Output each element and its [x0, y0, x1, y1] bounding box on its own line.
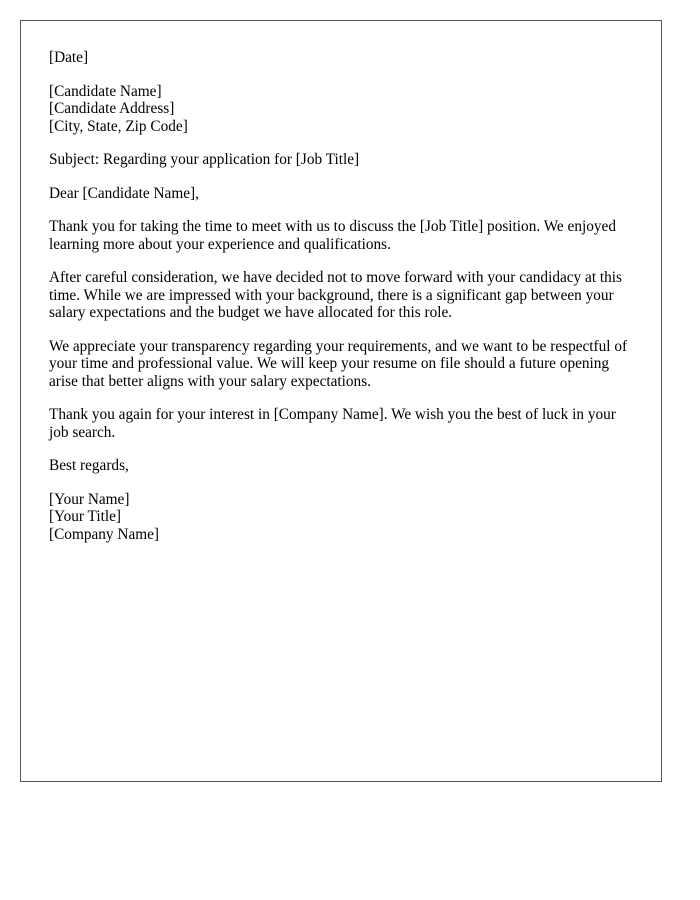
closing [49, 457, 639, 475]
body-paragraph-1: Thank you for taking the time to meet with us to discuss the [Job Title] position. We enjoyed learning more about your experience and qualifications. [49, 218, 616, 253]
body-paragraph-4: Thank you again for your interest in [Company Name]. We wish you the best of luck in your job search. [49, 406, 616, 441]
letter-body [49, 49, 639, 559]
letter-date [49, 49, 639, 67]
salutation [49, 185, 639, 203]
signature-company: [Company Name] [49, 525, 160, 543]
closing-text: Best regards, [49, 457, 129, 474]
subject-text: Subject: Regarding your application for [Job Title] [49, 151, 360, 168]
recipient-address: [Candidate Address] [49, 100, 175, 117]
date-text: [Date] [49, 49, 89, 66]
subject-line [49, 151, 639, 169]
body-paragraph-3: We appreciate your transparency regarding your requirements, and we want to be respectful of your time and professional value. We will keep your resume on file should a future opening arise that better aligns with your salary expectations. [49, 337, 628, 390]
recipient-address-block [49, 83, 639, 136]
signature-block [49, 491, 639, 544]
salutation-text: Dear [Candidate Name], [49, 184, 199, 202]
recipient-city-state-zip: [City, State, Zip Code] [49, 117, 188, 135]
letter-page [20, 20, 662, 782]
recipient-name: [Candidate Name] [49, 82, 162, 100]
signature-title: [Your Title] [49, 508, 121, 525]
body-paragraph-2: After careful consideration, we have decided not to move forward with your candidacy at this time. While we are impressed with your background, there is a significant gap between your salary expectations and the budget we have allocated for this role. [49, 269, 622, 321]
signature-name: [Your Name] [49, 490, 130, 508]
